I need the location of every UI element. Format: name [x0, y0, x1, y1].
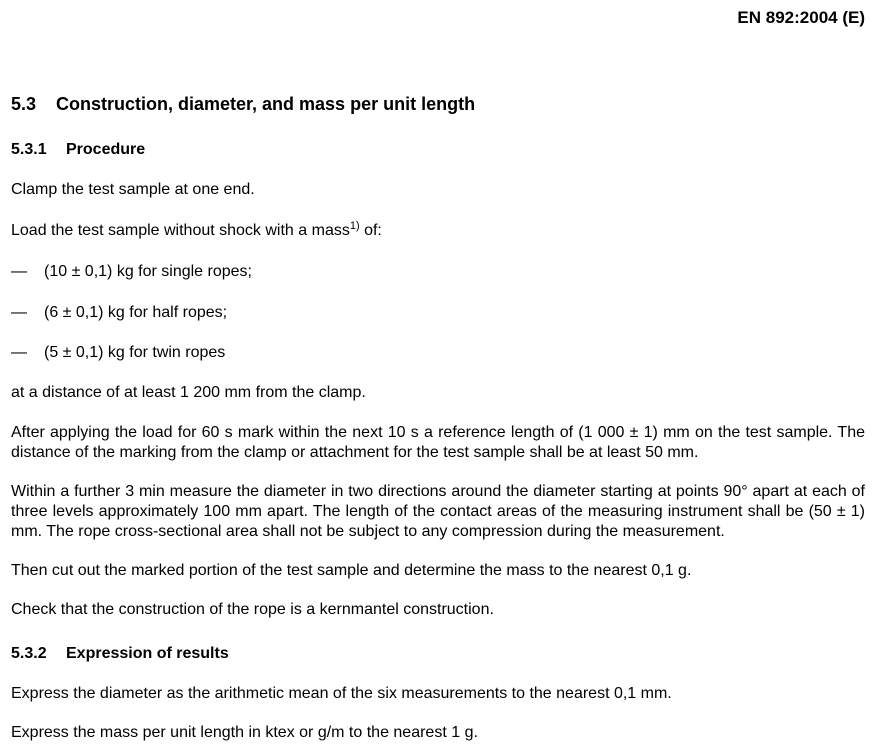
- list-item: [11, 262, 865, 282]
- section-title: Construction, diameter, and mass per unit length: [56, 94, 476, 114]
- paragraph-check: Check that the construction of the rope is a kernmantel construction.: [11, 601, 494, 618]
- section-number: 5.3: [11, 94, 37, 114]
- subsection-number: 5.3.2: [11, 645, 47, 662]
- list-item-text: (5 ± 0,1) kg for twin ropes: [44, 344, 226, 361]
- paragraph-cut: Then cut out the marked portion of the test sample and determine the mass to the nearest 0,1 g.: [11, 562, 692, 579]
- list-item-text: (6 ± 0,1) kg for half ropes;: [44, 304, 228, 321]
- subsection-title: Expression of results: [66, 645, 229, 662]
- subsection-number: 5.3.1: [11, 141, 47, 158]
- paragraph-mass: Express the mass per unit length in ktex or g/m to the nearest 1 g.: [11, 724, 478, 741]
- paragraph-after-applying: After applying the load for 60 s mark within the next 10 s a reference length of (1 000 ± 1) mm on the test sample. The distance of the marking from the clamp or attachment for the test sample shall be at least 50 mm.: [11, 424, 865, 461]
- list-item: [11, 343, 865, 363]
- paragraph-distance: at a distance of at least 1 200 mm from the clamp.: [11, 384, 366, 401]
- list-dash: —: [11, 304, 27, 321]
- list-dash: —: [11, 263, 27, 280]
- standard-reference: EN 892:2004 (E): [737, 8, 865, 27]
- paragraph-load: [11, 221, 865, 241]
- paragraph-clamp: Clamp the test sample at one end.: [11, 181, 255, 198]
- footnote-reference: 1): [349, 220, 360, 232]
- list-dash: —: [11, 344, 27, 361]
- list-item: [11, 303, 865, 323]
- subsection-heading-procedure: [11, 141, 145, 159]
- paragraph-diameter: Express the diameter as the arithmetic mean of the six measurements to the nearest 0,1 mm.: [11, 685, 672, 702]
- section-heading: [11, 94, 475, 115]
- load-text: Load the test sample without shock with a mass: [11, 222, 350, 239]
- list-item-text: (10 ± 0,1) kg for single ropes;: [44, 263, 252, 280]
- load-text-end: of:: [359, 222, 382, 239]
- subsection-title: Procedure: [66, 141, 146, 158]
- paragraph-within: Within a further 3 min measure the diameter in two directions around the diameter starting at points 90° apart at each of three levels approximately 100 mm apart. The length of the contact areas of the measuring instrument shall be (50 ± 1) mm. The rope cross-sectional area shall not be subject to any compression during the measurement.: [11, 483, 865, 540]
- subsection-heading-results: [11, 645, 229, 663]
